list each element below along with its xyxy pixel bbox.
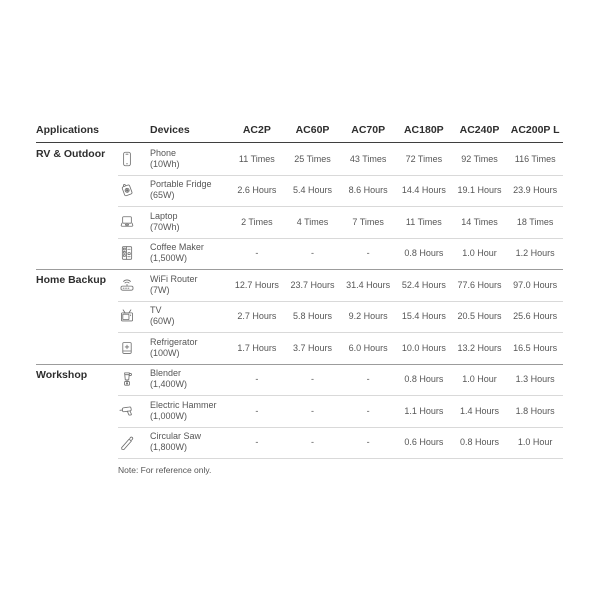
- value-cell: 19.1 Hours: [457, 185, 502, 196]
- value-cell: 43 Times: [349, 153, 387, 164]
- value-cell: 2.7 Hours: [237, 311, 277, 322]
- value-cell: 31.4 Hours: [346, 279, 391, 290]
- table-bottom-divider: [118, 458, 563, 459]
- device-wattage: (100W): [150, 347, 180, 358]
- value-cell: 77.6 Hours: [457, 279, 502, 290]
- device-name: Phone: [150, 147, 177, 158]
- value-cell: -: [366, 405, 370, 416]
- header-ac70p: AC70P: [351, 123, 386, 136]
- device-wattage: (1,400W): [150, 379, 188, 390]
- value-cell: 0.6 Hours: [404, 437, 444, 448]
- device-wattage: (7W): [150, 284, 170, 295]
- device-name: Refrigerator: [150, 336, 198, 347]
- device-name: TV: [150, 305, 162, 316]
- phone-icon: [118, 150, 136, 168]
- value-cell: 16.5 Hours: [513, 342, 558, 353]
- device-wattage: (65W): [150, 190, 175, 201]
- value-cell: 1.7 Hours: [237, 342, 277, 353]
- device-name: Electric Hammer: [150, 399, 217, 410]
- wifi-router-icon: [118, 276, 136, 294]
- value-cell: 5.8 Hours: [292, 311, 332, 322]
- device-wattage: (60W): [150, 316, 175, 327]
- header-applications: Applications: [36, 123, 100, 136]
- header-devices: Devices: [150, 123, 190, 136]
- reference-note: Note: For reference only.: [118, 465, 212, 475]
- value-cell: 97.0 Hours: [513, 279, 558, 290]
- laptop-icon: [118, 213, 136, 231]
- value-cell: 1.4 Hours: [459, 405, 499, 416]
- value-cell: 3.7 Hours: [292, 342, 332, 353]
- blender-icon: [118, 370, 136, 388]
- value-cell: -: [255, 374, 259, 385]
- value-cell: 14.4 Hours: [401, 185, 446, 196]
- value-cell: 11 Times: [238, 153, 275, 164]
- circular-saw-icon: [118, 433, 136, 451]
- table-row: [36, 206, 563, 238]
- value-cell: 18 Times: [516, 216, 554, 227]
- header-ac240p: AC240P: [459, 123, 500, 136]
- header-ac2p: AC2P: [242, 123, 271, 136]
- table-header-row: [36, 117, 563, 143]
- device-wattage: (1,800W): [150, 442, 188, 453]
- value-cell: 0.8 Hours: [404, 374, 444, 385]
- device-wattage: (1,000W): [150, 410, 188, 421]
- value-cell: -: [310, 374, 314, 385]
- value-cell: 1.0 Hour: [462, 248, 497, 259]
- value-cell: 2.6 Hours: [237, 185, 277, 196]
- value-cell: -: [366, 374, 370, 385]
- device-name: Laptop: [150, 210, 178, 221]
- value-cell: 1.0 Hour: [462, 374, 497, 385]
- value-cell: 1.8 Hours: [515, 405, 555, 416]
- device-name: WiFi Router: [150, 273, 198, 284]
- header-ac200pl: AC200P L: [510, 123, 560, 136]
- header-ac60p: AC60P: [295, 123, 330, 136]
- value-cell: 92 Times: [461, 153, 498, 164]
- value-cell: -: [255, 437, 259, 448]
- table-row: [36, 301, 563, 333]
- value-cell: 1.2 Hours: [515, 248, 555, 259]
- value-cell: -: [310, 248, 314, 259]
- value-cell: -: [366, 248, 370, 259]
- value-cell: 0.8 Hours: [459, 437, 499, 448]
- value-cell: 9.2 Hours: [348, 311, 388, 322]
- device-name: Circular Saw: [150, 431, 202, 442]
- section-label-workshop: Workshop: [36, 368, 88, 381]
- table-row: [36, 175, 563, 207]
- value-cell: 23.9 Hours: [513, 185, 558, 196]
- value-cell: 1.3 Hours: [515, 374, 555, 385]
- value-cell: 72 Times: [405, 153, 443, 164]
- value-cell: 4 Times: [296, 216, 329, 227]
- value-cell: 7 Times: [352, 216, 384, 227]
- value-cell: 12.7 Hours: [234, 279, 279, 290]
- table-row: [36, 143, 563, 175]
- value-cell: 8.6 Hours: [348, 185, 388, 196]
- value-cell: -: [310, 405, 314, 416]
- value-cell: -: [366, 437, 370, 448]
- electric-hammer-icon: [118, 402, 136, 420]
- section-label-rv-outdoor: RV & Outdoor: [36, 148, 106, 160]
- value-cell: 0.8 Hours: [404, 248, 444, 259]
- value-cell: 20.5 Hours: [457, 311, 502, 322]
- tv-icon: [118, 307, 136, 325]
- value-cell: 1.1 Hours: [404, 405, 444, 416]
- value-cell: -: [310, 437, 314, 448]
- value-cell: 52.4 Hours: [401, 279, 446, 290]
- header-ac180p: AC180P: [403, 123, 444, 136]
- refrigerator-icon: [118, 339, 136, 357]
- value-cell: 14 Times: [461, 216, 498, 227]
- value-cell: 23.7 Hours: [290, 279, 335, 290]
- table-row: [36, 364, 563, 396]
- table-row: [36, 395, 563, 427]
- value-cell: -: [255, 405, 259, 416]
- device-name: Blender: [150, 368, 182, 379]
- value-cell: 15.4 Hours: [401, 311, 446, 322]
- value-cell: 13.2 Hours: [457, 342, 502, 353]
- table-row: [36, 238, 563, 270]
- value-cell: 11 Times: [405, 216, 442, 227]
- table-row: [36, 332, 563, 364]
- value-cell: 10.0 Hours: [401, 342, 446, 353]
- device-name: Coffee Maker: [150, 242, 204, 253]
- table-row: [36, 269, 563, 301]
- value-cell: 25.6 Hours: [513, 311, 558, 322]
- device-name: Portable Fridge: [150, 179, 212, 190]
- device-wattage: (1,500W): [150, 253, 188, 264]
- table-row: [36, 427, 563, 459]
- value-cell: 6.0 Hours: [348, 342, 388, 353]
- device-wattage: (70Wh): [150, 221, 180, 232]
- value-cell: 5.4 Hours: [292, 185, 332, 196]
- value-cell: 116 Times: [514, 153, 556, 164]
- value-cell: 1.0 Hour: [517, 437, 553, 448]
- value-cell: 25 Times: [294, 153, 331, 164]
- value-cell: -: [255, 248, 259, 259]
- value-cell: 2 Times: [241, 216, 273, 227]
- coffee-maker-icon: [118, 244, 136, 262]
- portable-fridge-icon: [118, 181, 136, 199]
- device-wattage: (10Wh): [150, 158, 180, 169]
- device-runtime-comparison-table: [36, 117, 563, 475]
- section-label-home-backup: Home Backup: [36, 274, 107, 286]
